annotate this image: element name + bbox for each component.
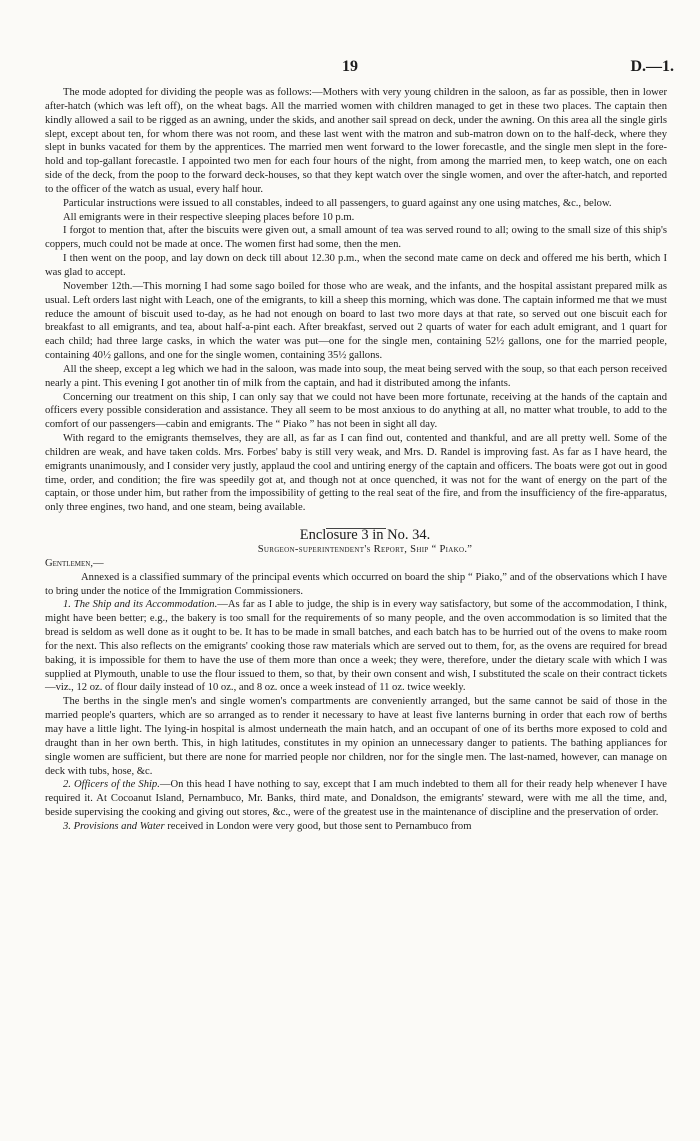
journal-paragraph: All the sheep, except a leg which we had in the saloon, was made into soup, the meat being served with the soup, so that each person received nearly a pint. This evening I got another tin of milk from the captain, and had it distributed among the infants. xyxy=(45,363,667,389)
section-text: received in London were very good, but those sent to Pernambuco from xyxy=(164,820,472,832)
section-heading: 3. Provisions and Water xyxy=(63,820,165,832)
journal-paragraph: Concerning our treatment on this ship, I can only say that we could not have been more fortunate, receiving at the hands of the captain and officers every possible consideration and assistance. They all seem to be most anxious to do anything at all, no matter what trouble, to add to the comfort of our passengers—cabin and emigrants. The “ Piako ” has not been in sight all day. xyxy=(45,391,667,431)
page-number: 19 xyxy=(342,58,358,75)
journal-paragraph: The mode adopted for dividing the people was as follows:—Mothers with very young children in the saloon, as far as possible, then in lower after-hatch (which was left off), on the wheat bags. All the married women with children managed to get in these two places. The captain then kindly allowed a sail to be rigged as an awning, under the skids, and another sail spread on deck, under the awning. On this area all the single girls slept, except about ten, for whom there was not room, and these last went with the matron and sub-matron down on to the half-deck, where they slept in bunks vacated for them by the apprentices. The married men went forward to the lower forecastle, and the single men slept in the fore-hold and top-gallant forecastle. I appointed two men for each four hours of the night, from among the married men, to keep watch, one on each side of the deck, from the poop to the forward deck-houses, so that they kept watch over the single women, and over the after-hatch, and reported to the officer of the watch as usual, every half hour. xyxy=(45,87,667,195)
document-reference: D.—1. xyxy=(630,58,674,75)
section-text: —As far as I able to judge, the ship is in every way satisfactory, but some of the accommodation, I think, might have been better; e.g., the bakery is too small for the requirements of so many people, and the oven accommodation is so limited that the bread is seldom as well done as it ought to be. It has to be made in small batches, and each batch has to be hurried out of the ovens to make room for the next. This also reflects on the emigrants' cooking those raw materials which are served out to them, for, as the ovens are required for bread baking, it is impossible for them to have the use of them more than once a week; they were, therefore, under the dietary scale with which I was supplied at Plymouth, unable to use the flour issued to them, so that, by their own consent and wish, I substituted the scale on their contract tickets—viz., 12 oz. of flour daily instead of 10 oz., and 8 oz. once a week instead of 11 oz. twice weekly. xyxy=(45,599,667,694)
report-section-1 xyxy=(45,598,667,695)
journal-paragraph: I forgot to mention that, after the biscuits were given out, a small amount of tea was served round to all; owing to the small size of this ship's coppers, much could not be made at once. The women first had some, then the men. xyxy=(45,225,667,251)
section-heading: 2. Officers of the Ship. xyxy=(63,779,160,791)
report-section-2 xyxy=(45,778,667,820)
report-section-3 xyxy=(45,820,667,834)
journal-paragraph: I then went on the poop, and lay down on deck till about 12.30 p.m., when the second mate came on deck and offered me his berth, which I was glad to accept. xyxy=(45,253,667,278)
section-heading: 1. The Ship and its Accommodation. xyxy=(63,599,218,611)
report-section-1-continued: The berths in the single men's and single women's compartments are conveniently arranged, but the same cannot be said of those in the married people's quarters, which are so arranged as to render it necessary to have at least five lanterns burning in order that each row of berths may have a little light. The lying-in hospital is almost underneath the main hatch, and an occupant of one of its berths more exposed to cold and draught than in her own berth. This, in high latitudes, constitutes in my opinion an unnecessary danger to patients. The bathing appliances for single women are sufficient, but there are none for married people nor children, nor for the single men. The last-named, however, can manage on deck with tubs, hose, &c. xyxy=(45,696,667,777)
body-text xyxy=(45,86,667,834)
journal-paragraph: November 12th.—This morning I had some sago boiled for those who are weak, and the infants, and the hospital assistant prepared milk as usual. Left orders last night with Leach, one of the emigrants, to kill a sheep this morning, which was done. The captain informed me that we must reduce the amount of biscuit used to-day, as he had not enough on board to last two more days at that rate, so served out one biscuit each for breakfast to all emigrants, and tea, about half-a-pint each. After breakfast, served out 2 quarts of water for each adult emigrant, and 1 quart for each child; had three large casks, in which the water was put—one for the single men, containing 52½ gallons, one for the married people, containing 40½ gallons, and one for the single women, containing 35½ gallons. xyxy=(45,280,667,362)
enclosure-subtitle: Surgeon-superintendent's Report, Ship “ Piako.” xyxy=(257,544,473,555)
journal-paragraph: All emigrants were in their respective sleeping places before 10 p.m. xyxy=(63,211,355,223)
enclosure-title: Enclosure 3 in No. 34. xyxy=(299,527,431,544)
salutation: Gentlemen,— xyxy=(45,557,104,569)
journal-paragraph: Particular instructions were issued to all constables, indeed to all passengers, to guard against any one using matches, &c., below. xyxy=(63,197,612,209)
report-intro: Annexed is a classified summary of the principal events which occurred on board the ship “ Piako,” and of the observations which I have to bring under the notice of the Immigration Commissioners. xyxy=(45,571,667,597)
section-text: —On this head I have nothing to say, except that I am much indebted to them all for their ready help whenever I have required it. At Cocoanut Island, Pernambuco, Mr. Banks, third mate, and Donaldson, the emigrants' steward, were with me all the time, and, beside supervising the cooking and giving out stores, &c., were of the greatest use in the maintenance of discipline and the preservation of order. xyxy=(45,779,668,819)
journal-paragraph: With regard to the emigrants themselves, they are all, as far as I can find out, contented and thankful, and are all pretty well. Some of the children are weak, and have taken colds. Mrs. Forbes' baby is still very weak, and Mrs. D. Randel is improving fast. As far as I have heard, the emigrants unanimously, and I consider very justly, applaud the cool and untiring energy of the captain and officers. The boats were got out in good time, order, and condition; the fire was speedily got at, and though not at once quenched, it was not for the want of energy on the part of the captain, or those under him, but rather from the impossibility of getting to the real seat of the fire, and from the insufficiency of the fire-apparatus, only three engines, two hand, and one steam, being available. xyxy=(45,433,667,514)
